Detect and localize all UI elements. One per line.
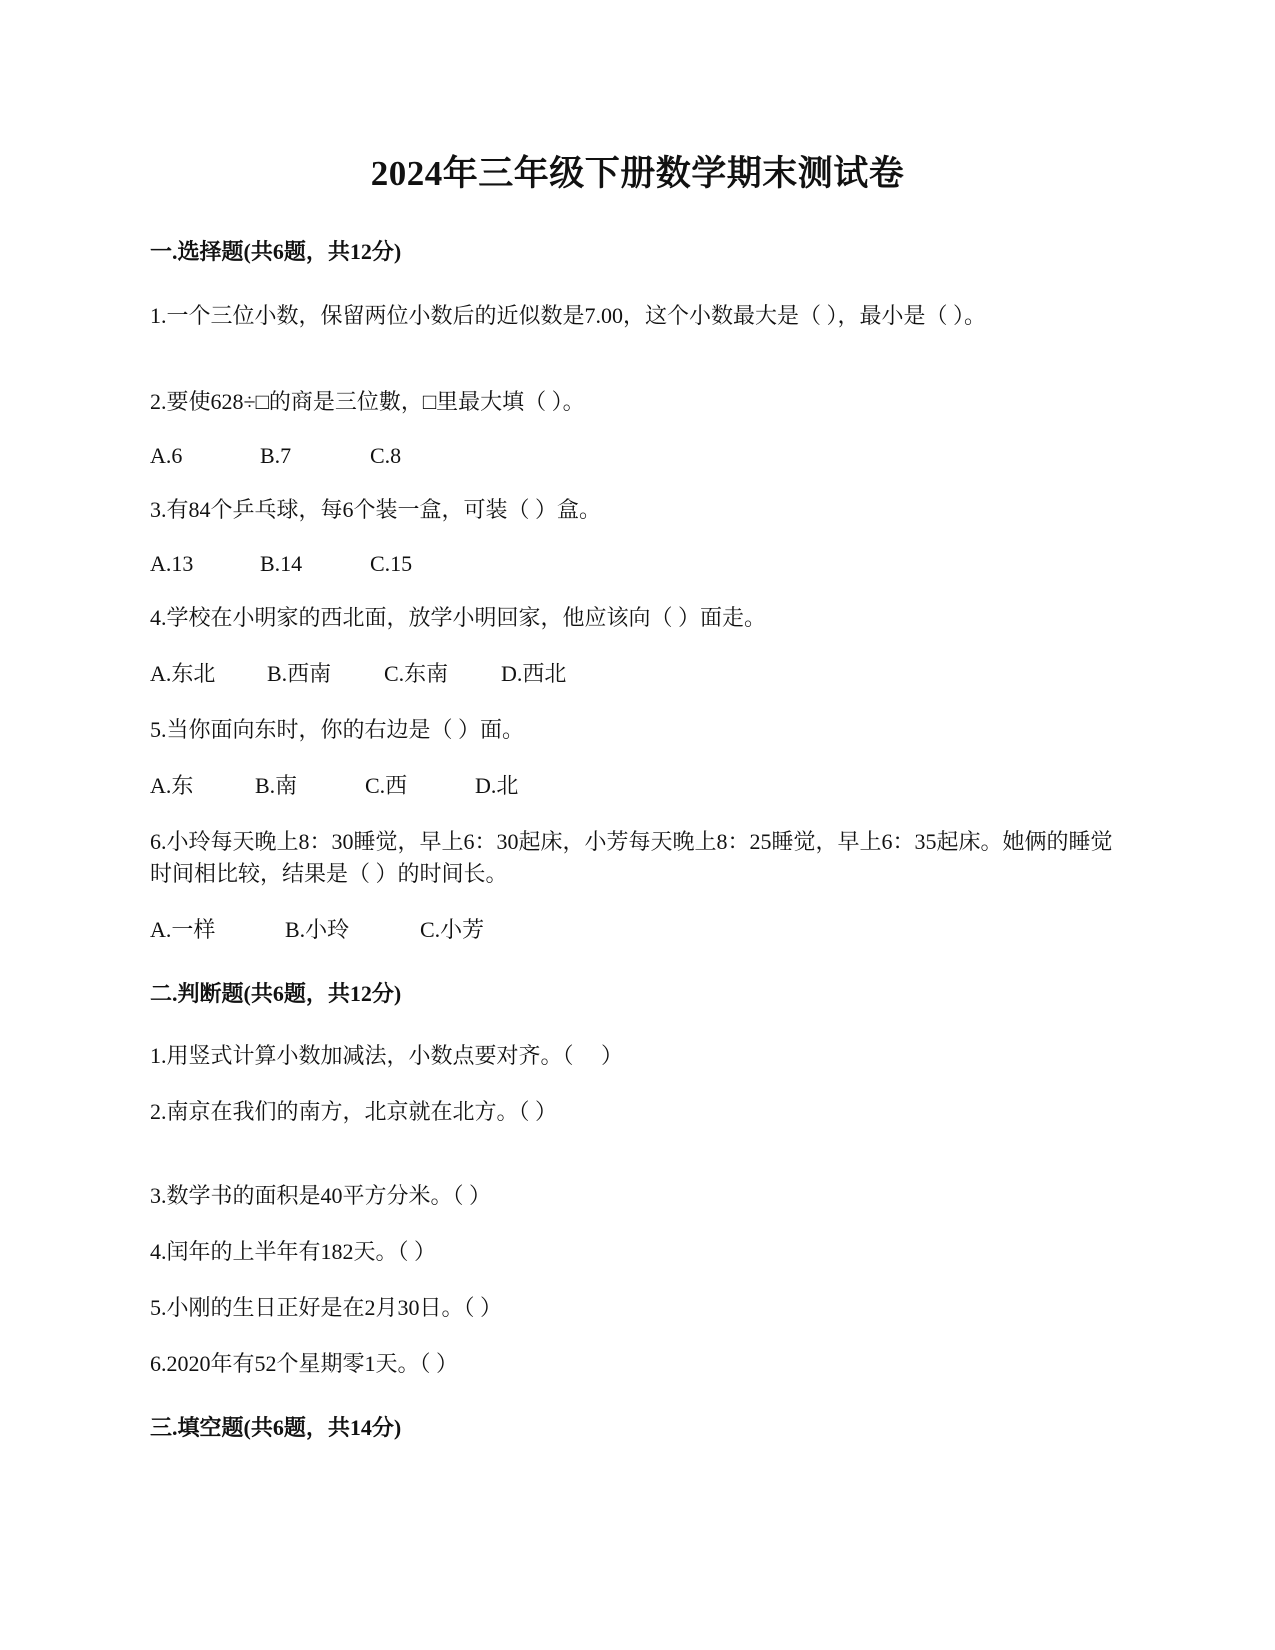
section-heading-fill-in: 三.填空题(共6题，共14分) <box>150 1415 402 1440</box>
option-b: B.小玲 <box>285 917 350 942</box>
option-c: C.东南 <box>384 661 449 686</box>
question-2-3: 3.数学书的面积是40平方分米。（ ） <box>150 1183 492 1208</box>
question-1-3: 3.有84个乒乓球，每6个装一盒，可装（ ）盒。 <box>150 497 602 522</box>
question-1-2: 2.要使628÷□的商是三位數，□里最大填（ ）。 <box>150 389 585 414</box>
option-a: A.13 <box>150 551 194 576</box>
question-1-4: 4.学校在小明家的西北面，放学小明回家，他应该向（ ）面走。 <box>150 605 767 630</box>
option-d: D.北 <box>475 773 519 798</box>
option-b: B.西南 <box>267 661 332 686</box>
question-1-1: 1.一个三位小数，保留两位小数后的近似数是7.00，这个小数最大是（ ），最小是（ ）。 <box>150 303 987 328</box>
option-a: A.6 <box>150 443 183 468</box>
option-a: A.东 <box>150 773 194 798</box>
option-b: B.14 <box>260 551 303 576</box>
option-d: D.西北 <box>501 661 567 686</box>
option-b: B.南 <box>255 773 298 798</box>
question-2-1: 1.用竖式计算小数加减法，小数点要对齐。（ ） <box>150 1043 624 1068</box>
section-heading-choice: 一.选择题(共6题，共12分) <box>150 239 402 264</box>
option-a: A.东北 <box>150 661 216 686</box>
question-2-6: 6.2020年有52个星期零1天。（ ） <box>150 1351 459 1376</box>
option-c: C.8 <box>370 443 402 468</box>
question-1-5: 5.当你面向东时，你的右边是（ ）面。 <box>150 717 525 742</box>
option-c: C.西 <box>365 773 408 798</box>
option-b: B.7 <box>260 443 292 468</box>
page-title: 2024年三年级下册数学期末测试卷 <box>370 154 905 193</box>
question-2-5: 5.小刚的生日正好是在2月30日。（ ） <box>150 1295 503 1320</box>
option-a: A.一样 <box>150 917 216 942</box>
question-2-2: 2.南京在我们的南方，北京就在北方。（ ） <box>150 1099 558 1124</box>
section-heading-judgement: 二.判断题(共6题，共12分) <box>150 981 402 1006</box>
option-c: C.小芳 <box>420 917 485 942</box>
option-c: C.15 <box>370 551 413 576</box>
question-1-6: 6.小玲每天晚上8：30睡觉，早上6：30起床，小芳每天晚上8：25睡觉，早上6：35起床。她俩的睡觉时间相比较，结果是（ ）的时间长。 <box>150 829 1113 886</box>
question-2-4: 4.闰年的上半年有182天。（ ） <box>150 1239 437 1264</box>
